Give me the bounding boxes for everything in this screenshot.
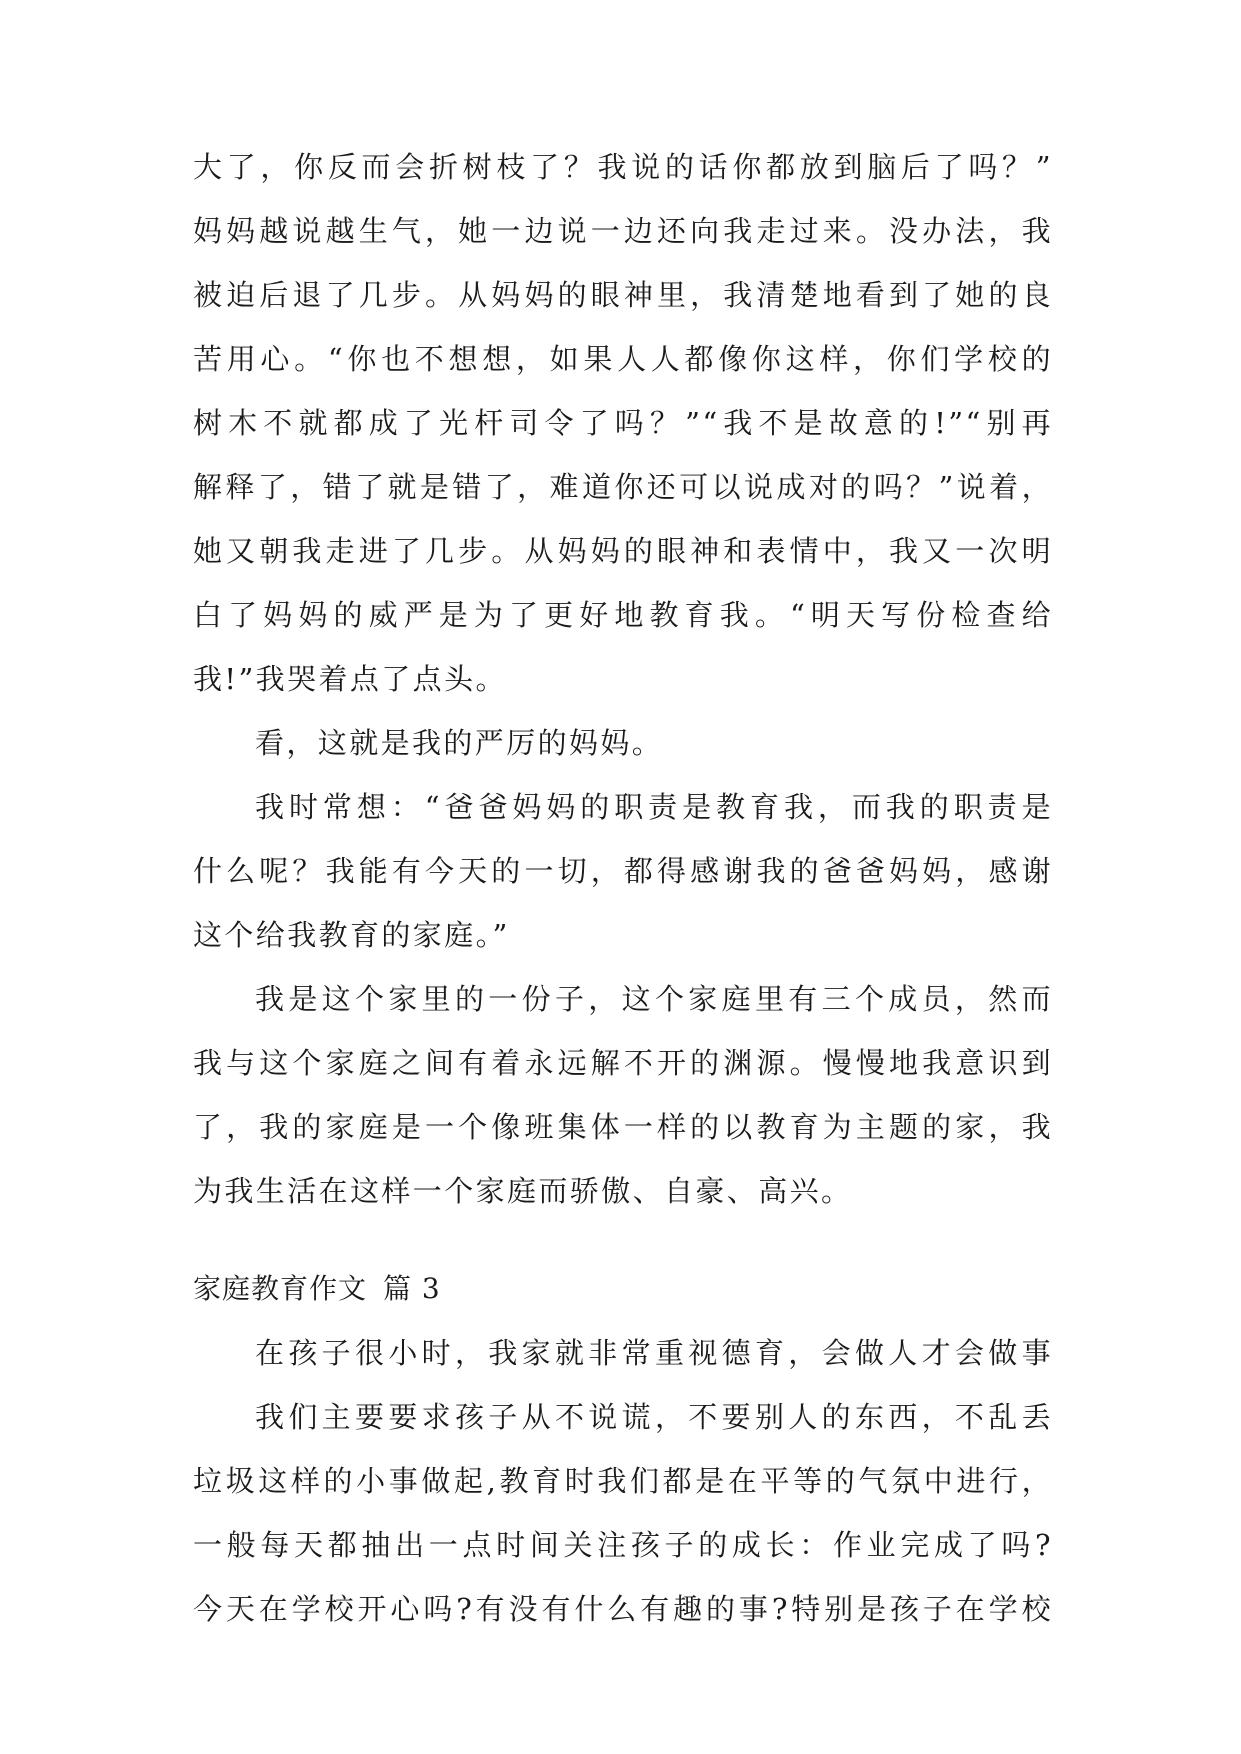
body-text-line: 苦用心。“你也不想想，如果人人都像你这样，你们学校的 (193, 342, 1053, 376)
body-text-line: 什么呢？我能有今天的一切，都得感谢我的爸爸妈妈，感谢 (193, 854, 1053, 888)
body-text-line: 了，我的家庭是一个像班集体一样的以教育为主题的家，我 (193, 1110, 1053, 1144)
body-text-line: 解释了，错了就是错了，难道你还可以说成对的吗？”说着， (193, 470, 1053, 504)
body-text-line: 为我生活在这样一个家庭而骄傲、自豪、高兴。 (193, 1174, 853, 1208)
paragraph: 在孩子很小时，我家就非常重视德育，会做人才会做事 (255, 1336, 1053, 1370)
body-text-line: 一般每天都抽出一点时间关注孩子的成长：作业完成了吗? (193, 1528, 1053, 1562)
section-title: 家庭教育作文 (193, 1272, 368, 1305)
body-text-line: 垃圾这样的小事做起,教育时我们都是在平等的气氛中进行， (193, 1464, 1053, 1498)
paragraph: 看，这就是我的严厉的妈妈。 (255, 726, 664, 760)
body-text-line: 树木不就都成了光杆司令了吗？”“我不是故意的!”“别再 (193, 406, 1053, 440)
body-text-line: 她又朝我走进了几步。从妈妈的眼神和表情中，我又一次明 (193, 534, 1053, 568)
body-text-line: 今天在学校开心吗?有没有什么有趣的事?特别是孩子在学校 (193, 1592, 1053, 1626)
paragraph-first-line: 我们主要要求孩子从不说谎，不要别人的东西，不乱丢 (255, 1400, 1053, 1434)
body-text-line: 妈妈越说越生气，她一边说一边还向我走过来。没办法，我 (193, 214, 1053, 248)
body-text-line: 这个给我教育的家庭。” (193, 918, 510, 952)
section-number: 篇 3 (383, 1272, 441, 1305)
body-text-line: 白了妈妈的威严是为了更好地教育我。“明天写份检查给 (193, 598, 1053, 632)
body-text-line: 大了，你反而会折树枝了？我说的话你都放到脑后了吗？” (193, 150, 1053, 184)
body-text-line: 被迫后退了几步。从妈妈的眼神里，我清楚地看到了她的良 (193, 278, 1053, 312)
paragraph-first-line: 我是这个家里的一份子，这个家庭里有三个成员，然而 (255, 982, 1053, 1016)
body-text-line: 我!”我哭着点了点头。 (193, 662, 507, 696)
body-text-line: 我与这个家庭之间有着永远解不开的渊源。慢慢地我意识到 (193, 1046, 1053, 1080)
section-heading (193, 1264, 441, 1314)
paragraph-first-line: 我时常想：“爸爸妈妈的职责是教育我，而我的职责是 (255, 790, 1053, 824)
